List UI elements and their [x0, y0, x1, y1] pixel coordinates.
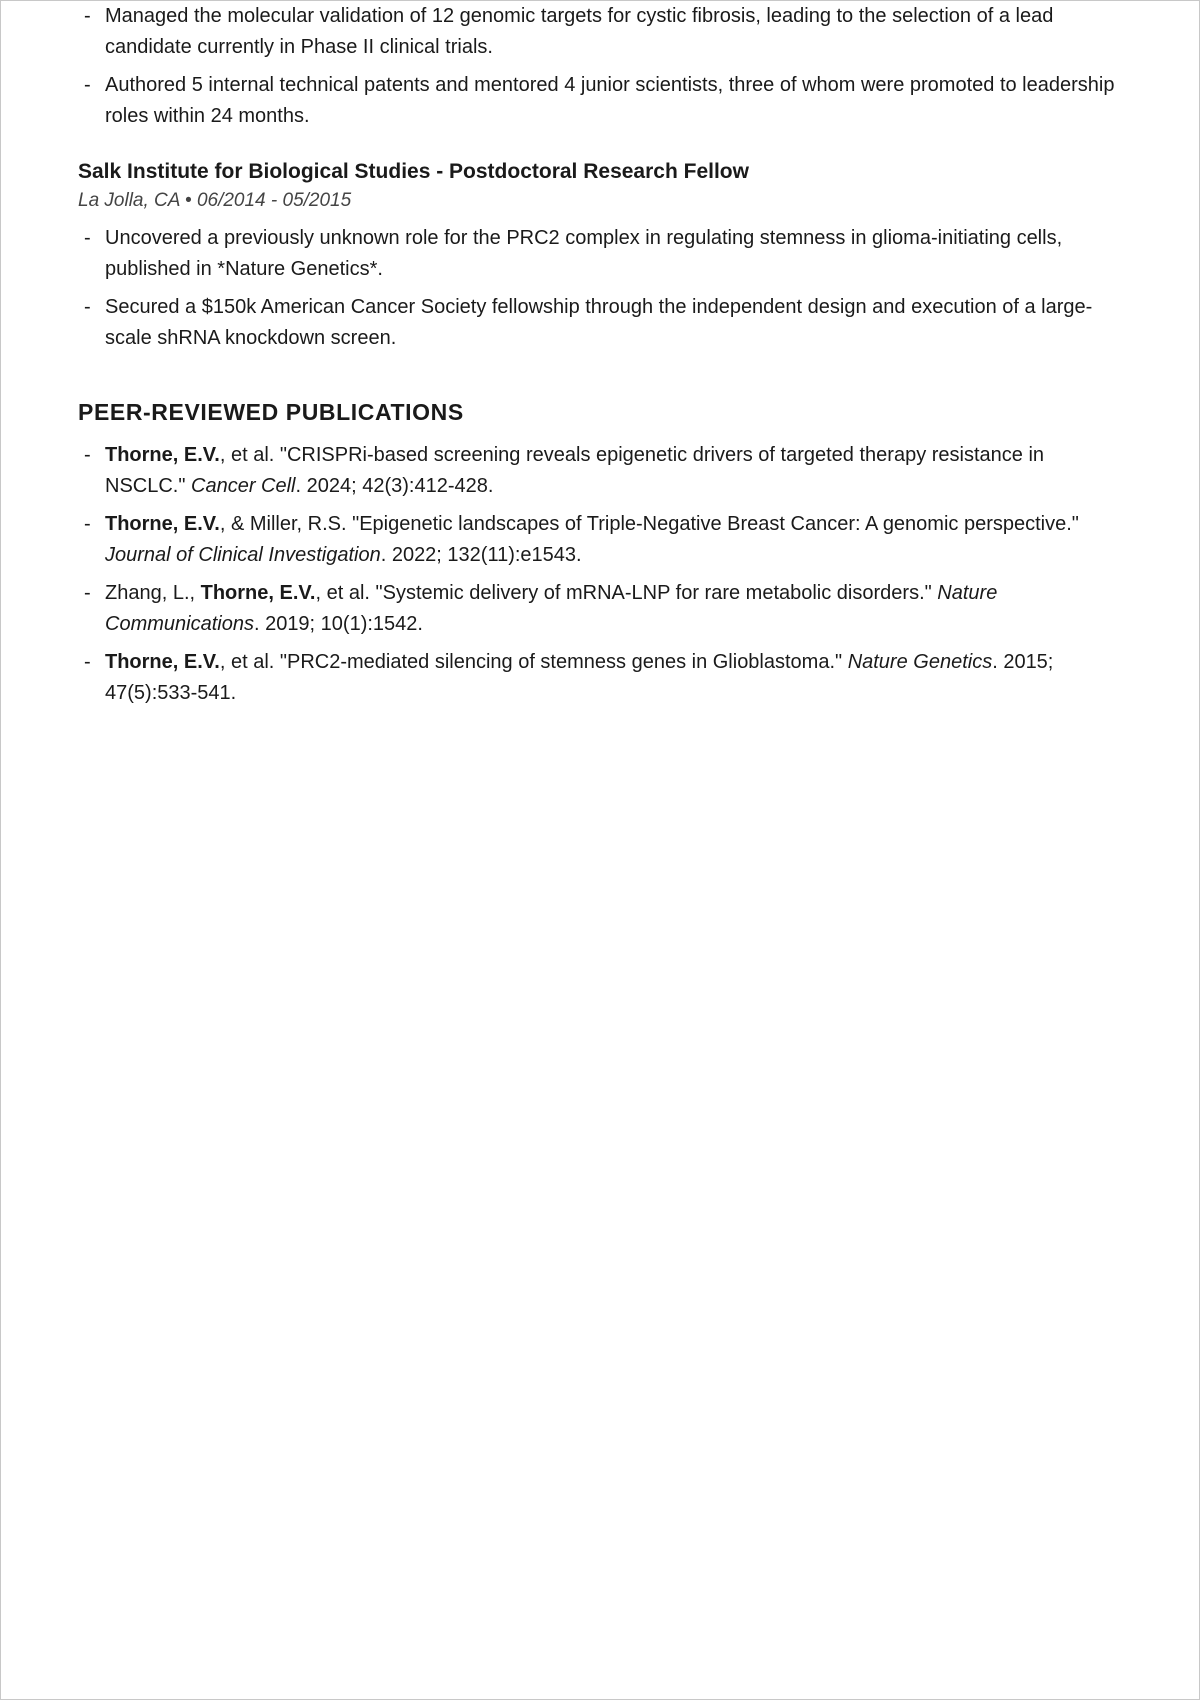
section-heading-publications: PEER-REVIEWED PUBLICATIONS: [78, 399, 464, 425]
publication-citation: . 2022; 132(11):e1543.: [380, 544, 582, 566]
publication-citation: . 2015; 47(5):533-541.: [105, 651, 1054, 704]
publication-journal: Nature Communications: [105, 582, 998, 635]
publication-journal: Journal of Clinical Investigation: [105, 544, 381, 566]
bullet-text: Authored 5 internal technical patents and mentored 4 junior scientists, three of whom were promoted to leadership roles within 24 months.: [105, 74, 1115, 127]
publication-title: , et al. "PRC2-mediated silencing of stemness genes in Glioblastoma.": [219, 651, 848, 673]
publication-bold-author: Thorne, E.V.: [105, 444, 220, 466]
publication-journal: Cancer Cell: [191, 475, 296, 497]
job-title: Salk Institute for Biological Studies - Postdoctoral Research Fellow: [78, 160, 749, 183]
bullet-dash: -: [84, 5, 91, 27]
previous-role-bullets: [78, 1, 1128, 132]
bullet-item: [78, 1, 1128, 63]
bullet-text: Managed the molecular validation of 12 genomic targets for cystic fibrosis, leading to the selection of a lead candidate currently in Phase II clinical trials.: [105, 5, 1054, 58]
bullet-item: [78, 70, 1128, 132]
bullet-dash: -: [84, 227, 91, 249]
bullet-item: [78, 292, 1128, 354]
publication-item: [78, 647, 1128, 709]
bullet-dash: -: [84, 444, 91, 466]
bullet-dash: -: [84, 651, 91, 673]
job-bullets: [78, 223, 1128, 354]
bullet-dash: -: [84, 74, 91, 96]
publication-pre-authors: Zhang, L.,: [105, 582, 201, 604]
publication-list: [78, 440, 1128, 709]
publication-title: , et al. "CRISPRi-based screening reveals epigenetic drivers of targeted therapy resistance in NSCLC.": [105, 444, 1045, 497]
publication-bold-author: Thorne, E.V.: [200, 582, 316, 604]
publication-bold-author: Thorne, E.V.: [105, 651, 220, 673]
bullet-text: Secured a $150k American Cancer Society fellowship through the independent design and execution of a large-scale shRNA knockdown screen.: [105, 296, 1093, 349]
publication-item: [78, 578, 1128, 640]
publication-title: , & Miller, R.S. "Epigenetic landscapes of Triple-Negative Breast Cancer: A genomic perspective.": [219, 513, 1079, 535]
bullet-item: [78, 223, 1128, 285]
job-entry-salk: [78, 158, 1128, 354]
publication-citation: . 2019; 10(1):1542.: [253, 613, 423, 635]
bullet-dash: -: [84, 582, 91, 604]
bullet-dash: -: [84, 513, 91, 535]
job-location-dates: La Jolla, CA • 06/2014 - 05/2015: [78, 190, 352, 211]
resume-content: [78, 1, 1128, 716]
publication-title: , et al. "Systemic delivery of mRNA-LNP for rare metabolic disorders.": [315, 582, 938, 604]
bullet-dash: -: [84, 296, 91, 318]
publication-citation: . 2024; 42(3):412-428.: [295, 475, 494, 497]
bullet-text: Uncovered a previously unknown role for the PRC2 complex in regulating stemness in glioma-initiating cells, published in *Nature Genetics*.: [105, 227, 1063, 280]
publication-journal: Nature Genetics: [847, 651, 993, 673]
publication-bold-author: Thorne, E.V.: [105, 513, 220, 535]
publication-item: [78, 440, 1128, 502]
publication-item: [78, 509, 1128, 571]
